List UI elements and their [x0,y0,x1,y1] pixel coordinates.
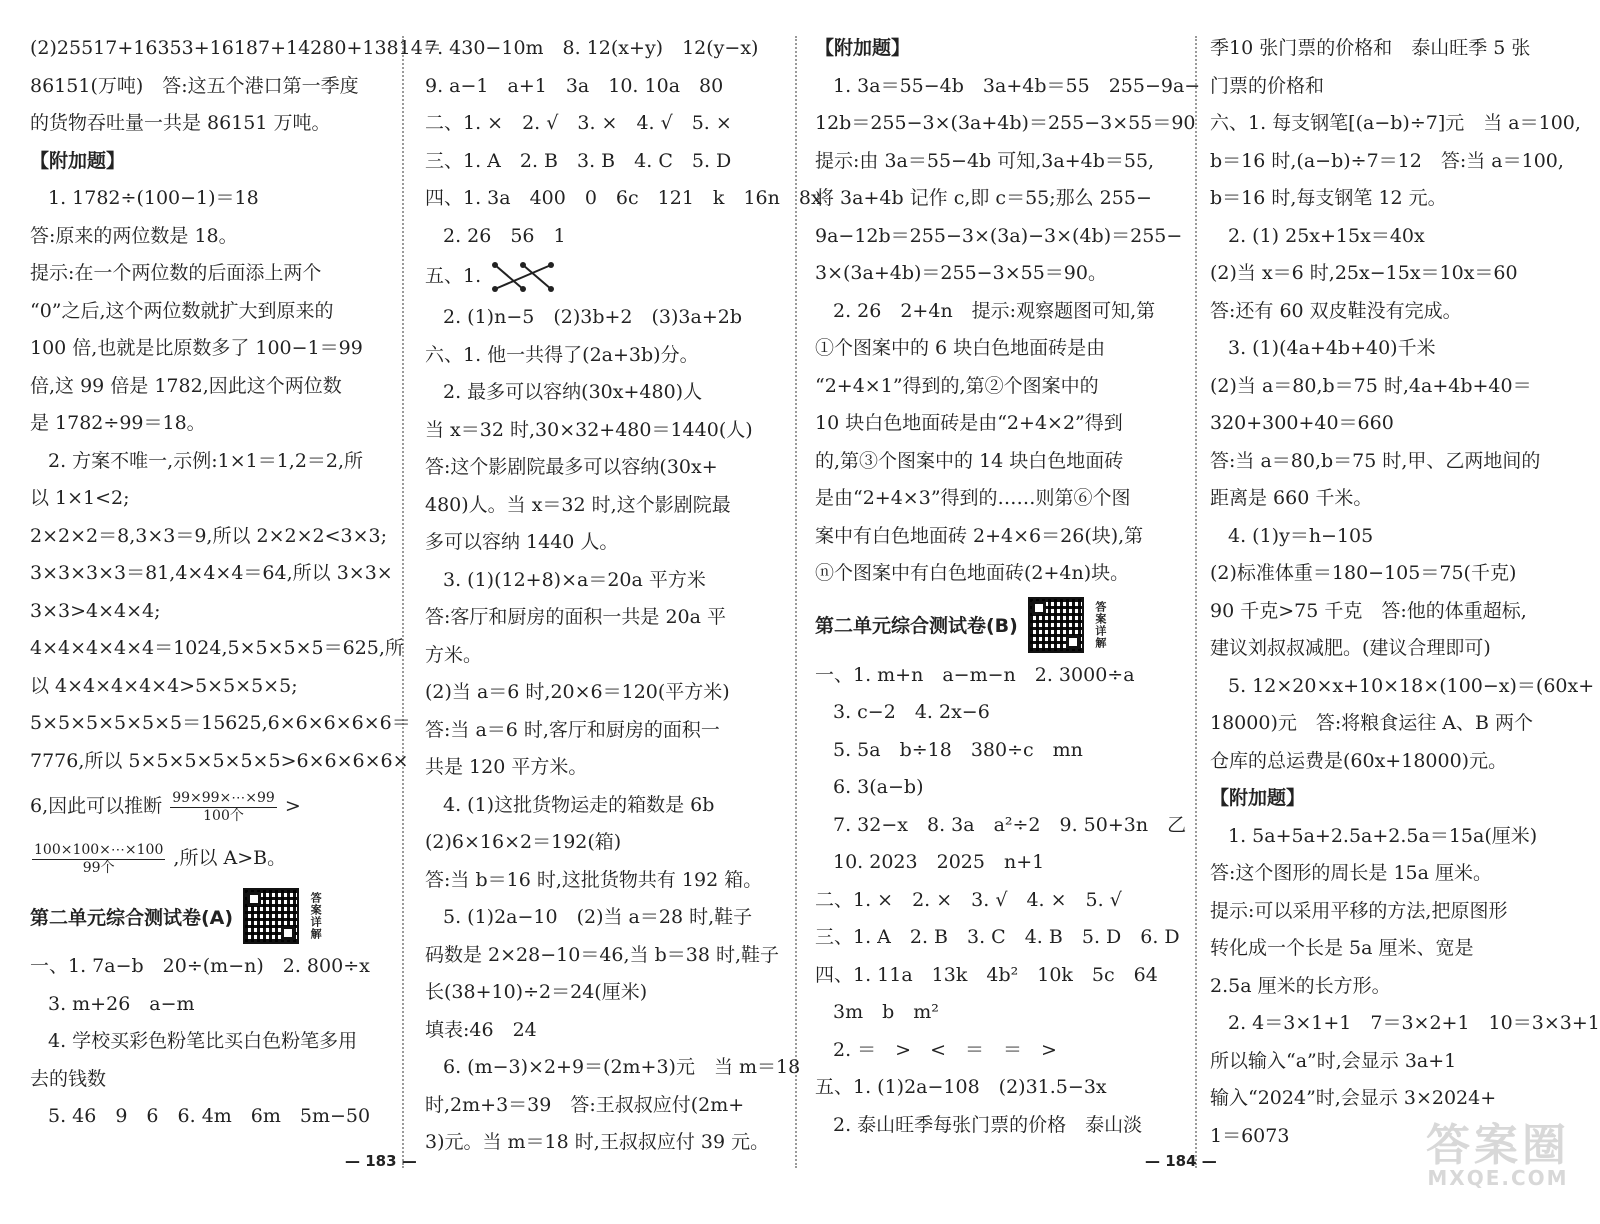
answer-line: 7. 32−x 8. 3a a²÷2 9. 50+3n 乙 [833,813,1187,836]
answer-line: 2.5a 厘米的长方形。 [1210,974,1391,997]
answer-line: ⓝ个图案中有白色地面砖(2+4n)块。 [815,562,1130,584]
answer-line: 答:当 b＝16 时,这批货物共有 192 箱。 [425,868,763,891]
answer-line: 3. (1)(4a+4b+40)千米 [1228,337,1436,359]
answer-line: 所以输入“a”时,会显示 3a+1 [1210,1049,1457,1072]
answer-line: 320+300+40＝660 [1210,412,1394,434]
fraction-denominator: 99个 [82,859,115,876]
answer-line: 2. (1) 25x+15x＝40x [1228,224,1425,247]
answer-line: 门票的价格和 [1210,74,1325,97]
answer-line: 四、1. 11a 13k 4b² 10k 5c 64 [815,963,1158,986]
answer-line: ①个图案中的 6 块白色地面砖是由 [815,337,1106,359]
answer-line: b＝16 时,每支钢笔 12 元。 [1210,187,1447,209]
answer-line: 答:当 a＝6 时,客厅和厨房的面积一 [425,718,720,741]
fraction [32,842,165,877]
answer-line: 2×2×2＝8,3×3＝9,所以 2×2×2<3×3; [30,524,388,547]
answer-line: 4. (1)y＝h−105 [1228,524,1374,547]
answer-line: 时,2m+3＝39 答:王叔叔应付(2m+ [425,1093,745,1116]
answer-line: “2+4×1”得到的,第②个图案中的 [815,374,1099,397]
watermark-text: 答案圈 [1426,1120,1570,1171]
fraction [170,790,277,825]
answer-line: 转化成一个长是 5a 厘米、宽是 [1210,937,1474,959]
answer-line: 100 倍,也就是比原数多了 100−1＝99 [30,337,363,359]
answer-line: 建议刘叔叔减肥。(建议合理即可) [1210,637,1491,659]
answer-line: 六、1. 他一共得了(2a+3b)分。 [425,343,699,366]
answer-line: 2. 4＝3×1+1 7＝3×2+1 10＝3×3+1 [1228,1012,1600,1034]
answer-line: 长(38+10)÷2＝24(厘米) [425,981,648,1003]
fraction-line [30,780,392,832]
answer-line: 6. 3(a−b) [833,776,924,798]
answer-line: (2)当 x＝6 时,25x−15x＝10x＝60 [1210,262,1518,284]
answer-line: 季10 张门票的价格和 泰山旺季 5 张 [1210,37,1531,59]
answer-line: 6. (m−3)×2+9＝(2m+3)元 当 m＝18 [443,1056,801,1078]
fraction-denominator: 100个 [203,807,244,824]
answer-column-3 [815,30,1201,1144]
answer-line: 距离是 660 千米。 [1210,487,1373,509]
answer-line: 90 千克>75 千克 答:他的体重超标, [1210,599,1527,622]
answer-line: 答:这个图形的周长是 15a 厘米。 [1210,862,1492,884]
answer-line: 1. 1782÷(100−1)＝18 [48,187,259,209]
answer-line: 是由“2+4×3”得到的……则第⑥个图 [815,487,1131,509]
answer-line: 二、1. × 2. × 3. √ 4. × 5. √ [815,888,1122,911]
answer-line: 答:当 a＝80,b＝75 时,甲、乙两地间的 [1210,449,1541,472]
answer-line: 3m b m² [833,1001,939,1023]
answer-line: 五、1. (1)2a−108 (2)31.5−3x [815,1076,1107,1098]
answer-line: 去的钱数 [30,1067,107,1090]
answer-line: 一、1. m+n a−m−n 2. 3000÷a [815,663,1135,686]
bonus-heading: 【附加题】 [30,149,126,172]
page-number-right: — 184 — [1145,1152,1217,1170]
fraction-suffix: ,所以 A>B。 [173,847,287,869]
answer-line: 答:还有 60 双皮鞋没有完成。 [1210,299,1462,322]
answer-line: 12b＝255−3×(3a+4b)＝255−3×55＝90 [815,112,1196,134]
answer-line: 3. c−2 4. 2x−6 [833,701,990,723]
answer-line: 9a−12b＝255−3×(3a)−3×(4b)＝255− [815,224,1183,247]
answer-line: 答:原来的两位数是 18。 [30,224,238,247]
answer-line: b＝16 时,(a−b)÷7＝12 答:当 a＝100, [1210,149,1564,172]
section-header-a [30,884,392,948]
answer-line: 答:这个影剧院最多可以容纳(30x+ [425,456,718,478]
answer-line: 10. 2023 2025 n+1 [833,851,1045,873]
answer-line: 7. 430−10m 8. 12(x+y) 12(y−x) [425,37,759,59]
answer-line: 4×4×4×4×4＝1024,5×5×5×5＝625,所 [30,637,404,659]
matching-cross-lines-icon [481,259,581,295]
answer-line: 提示:在一个两位数的后面添上两个 [30,262,322,284]
bonus-heading: 【附加题】 [815,37,911,59]
answer-line: 二、1. × 2. √ 3. × 4. √ 5. × [425,112,732,134]
answer-line: 输入“2024”时,会显示 3×2024+ [1210,1087,1497,1109]
answer-line: (2)当 a＝6 时,20×6＝120(平方米) [425,681,730,703]
answer-line: (2)当 a＝80,b＝75 时,4a+4b+40＝ [1210,374,1532,397]
section-title: 第二单元综合测试卷(B) [815,615,1018,637]
answer-line: 7776,所以 5×5×5×5×5×5>6×6×6×6× [30,749,409,772]
matching-line [425,255,790,299]
answer-line: 86151(万吨) 答:这五个港口第一季度 [30,74,359,97]
answer-line: 3×(3a+4b)＝255−3×55＝90。 [815,262,1107,284]
answer-line: (2)标准体重＝180−105＝75(千克) [1210,562,1517,584]
answer-column-4 [1210,30,1600,1155]
answer-column-1 [30,30,442,1136]
section-title: 第二单元综合测试卷(A) [30,906,234,929]
answer-line: 答:客厅和厨房的面积一共是 20a 平 [425,606,726,628]
answer-line: 3. (1)(12+8)×a＝20a 平方米 [443,568,706,591]
answer-line: 提示:可以采用平移的方法,把原图形 [1210,899,1508,922]
answer-line: 1. 3a＝55−4b 3a+4b＝55 255−9a− [833,74,1201,97]
answer-line: (2)6×16×2＝192(箱) [425,831,622,853]
answer-line: 1＝6073 [1210,1124,1290,1147]
fraction-numerator: 100×100×⋯×100 [34,841,164,858]
answer-line: 2. 最多可以容纳(30x+480)人 [443,381,703,403]
bonus-heading: 【附加题】 [1210,787,1306,809]
answer-line: 2. 26 2+4n 提示:观察题图可知,第 [833,299,1156,322]
answer-line: 5. 12×20×x+10×18×(100−x)＝(60x+ [1228,674,1595,697]
watermark-url: MXQE.COM [1427,1166,1569,1190]
answer-line: 4. 学校买彩色粉笔比买白色粉笔多用 [48,1030,358,1052]
answer-line: 2. 26 56 1 [443,224,566,247]
fraction-suffix: > [284,795,301,817]
answer-line: 多可以容纳 1440 人。 [425,531,619,553]
qr-code-icon[interactable] [1028,597,1084,653]
answer-line: 倍,这 99 倍是 1782,因此这个两位数 [30,374,342,397]
answer-line: 3)元。当 m＝18 时,王叔叔应付 39 元。 [425,1131,770,1153]
answer-line: 4. (1)这批货物运走的箱数是 6b [443,793,715,816]
column-divider [1195,36,1197,1168]
answer-line: 一、1. 7a−b 20÷(m−n) 2. 800÷x [30,955,370,977]
answer-line: 提示:由 3a＝55−4b 可知,3a+4b＝55, [815,149,1155,172]
answer-line: 3. m+26 a−m [48,992,195,1015]
answer-line: 18000)元 答:将粮食运往 A、B 两个 [1210,712,1534,734]
answer-line: 共是 120 平方米。 [425,756,588,778]
answer-line: 10 块白色地面砖是由“2+4×2”得到 [815,412,1123,434]
answer-line: 3×3×3×3＝81,4×4×4＝64,所以 3×3× [30,562,393,584]
answer-line: 是 1782÷99＝18。 [30,412,206,434]
fraction-numerator: 99×99×⋯×99 [172,789,275,806]
answer-line: 将 3a+4b 记作 c,即 c＝55;那么 255− [815,187,1152,209]
answer-line: 当 x＝32 时,30×32+480＝1440(人) [425,418,753,441]
column-divider [402,36,404,1168]
page-number-left: — 183 — [345,1152,417,1170]
answer-line: 2. (1)n−5 (2)3b+2 (3)3a+2b [443,306,742,328]
watermark-logo [1426,1120,1570,1190]
answer-line: 3×3>4×4×4; [30,599,161,622]
answer-line: 1. 5a+5a+2.5a+2.5a＝15a(厘米) [1228,824,1538,847]
matching-label: 五、1. [425,265,482,288]
answer-line: 四、1. 3a 400 0 6c 121 k 16n 8x [425,187,822,209]
answer-line: 仓库的总运费是(60x+18000)元。 [1210,749,1508,772]
answer-line: 2. 泰山旺季每张门票的价格 泰山淡 [833,1113,1143,1136]
answer-line: 2. ＝ > < ＝ ＝ > [833,1038,1057,1061]
answer-line: 480)人。当 x＝32 时,这个影剧院最 [425,493,731,516]
qr-code-icon[interactable] [243,888,299,944]
answer-line: 9. a−1 a+1 3a 10. 10a 80 [425,74,724,97]
answer-line: 六、1. 每支钢笔[(a−b)÷7]元 当 a＝100, [1210,112,1581,134]
answer-line: 三、1. A 2. B 3. C 4. B 5. D 6. D [815,926,1180,948]
answer-line: 的,第③个图案中的 14 块白色地面砖 [815,449,1124,472]
answer-line: (2)25517+16353+16187+14280+13814＝ [30,37,442,59]
qr-label: 答案详解 [1093,600,1107,649]
fraction-prefix: 6,因此可以推断 [30,795,163,817]
answer-line: 2. 方案不唯一,示例:1×1＝1,2＝2,所 [48,449,364,472]
answer-line: 5×5×5×5×5×5＝15625,6×6×6×6×6＝ [30,712,411,734]
answer-line: 的货物吞吐量一共是 86151 万吨。 [30,112,331,134]
answer-line: 案中有白色地面砖 2+4×6＝26(块),第 [815,524,1144,547]
answer-line: 5. 46 9 6 6. 4m 6m 5m−50 [48,1105,371,1127]
answer-line: 以 4×4×4×4×4>5×5×5×5; [30,674,298,697]
answer-line: 方米。 [425,643,483,666]
answer-column-2 [425,30,822,1162]
answer-line: 以 1×1<2; [30,487,130,509]
qr-label: 答案详解 [309,892,323,940]
answer-line: 5. (1)2a−10 (2)当 a＝28 时,鞋子 [443,906,753,928]
answer-line: 5. 5a b÷18 380÷c mn [833,738,1083,761]
answer-line: “0”之后,这个两位数就扩大到原来的 [30,299,334,322]
answer-line: 码数是 2×28−10＝46,当 b＝38 时,鞋子 [425,943,779,966]
section-header-b [815,593,1195,657]
fraction-line [30,832,392,884]
answer-line: 填表:46 24 [425,1018,537,1041]
answer-line: 三、1. A 2. B 3. B 4. C 5. D [425,149,732,172]
